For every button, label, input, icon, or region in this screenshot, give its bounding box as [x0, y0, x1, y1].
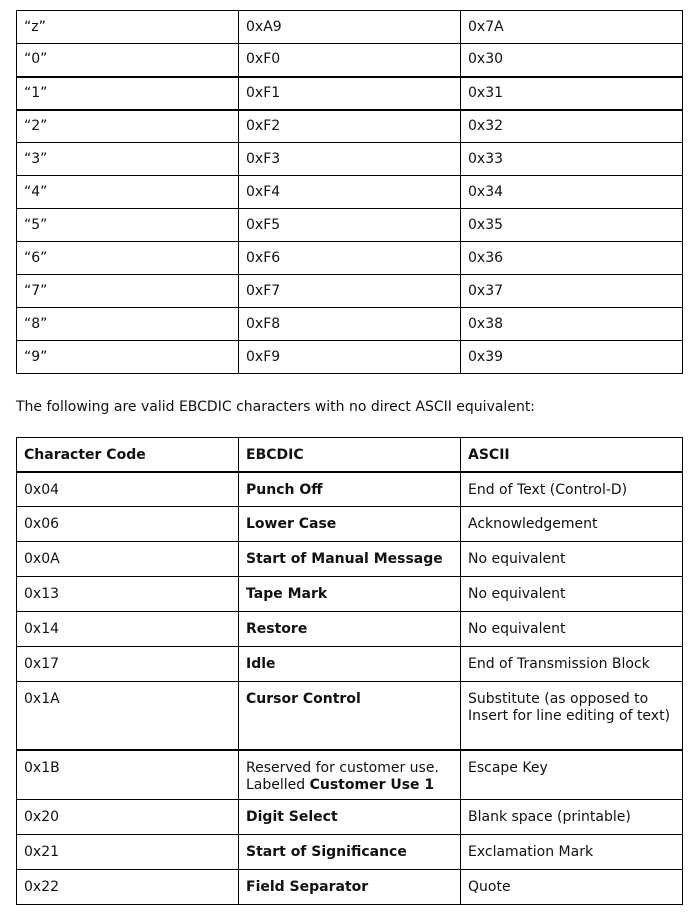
cell-code: 0x0A: [17, 542, 239, 577]
cell-ascii: Acknowledgement: [461, 507, 683, 542]
cell-character: “9”: [17, 341, 239, 374]
table-row: [17, 176, 683, 209]
intro-paragraph: The following are valid EBCDIC characters with no direct ASCII equivalent:: [16, 399, 536, 415]
cell-character: “4”: [17, 176, 239, 209]
ebcdic-name: Start of Significance: [246, 844, 407, 860]
header-ebcdic: EBCDIC: [239, 438, 461, 472]
cell-ebcdic: 0xF4: [239, 176, 461, 209]
cell-ascii: No equivalent: [461, 612, 683, 647]
cell-ebcdic: 0xF9: [239, 341, 461, 374]
cell-code: 0x17: [17, 647, 239, 682]
table-row: [17, 647, 683, 682]
cell-ebcdic: 0xF7: [239, 275, 461, 308]
table-row: [17, 472, 683, 507]
cell-code: 0x13: [17, 577, 239, 612]
table-row: [17, 682, 683, 750]
table-row: [17, 275, 683, 308]
table-row: [17, 612, 683, 647]
table-row: [17, 341, 683, 374]
table-row: [17, 870, 683, 905]
cell-ascii: End of Text (Control-D): [461, 472, 683, 507]
cell-ebcdic: 0xA9: [239, 11, 461, 44]
ebcdic-name: Digit Select: [246, 809, 338, 825]
cell-ascii: Blank space (printable): [461, 800, 683, 835]
cell-code: 0x14: [17, 612, 239, 647]
cell-code: 0x1B: [17, 750, 239, 800]
cell-ebcdic: 0xF1: [239, 77, 461, 110]
cell-ebcdic: [239, 542, 461, 577]
cell-ascii: No equivalent: [461, 577, 683, 612]
table-row: [17, 44, 683, 77]
table-row: [17, 11, 683, 44]
cell-character: “7”: [17, 275, 239, 308]
ebcdic-name: Idle: [246, 656, 276, 672]
cell-character: “z”: [17, 11, 239, 44]
cell-ebcdic: 0xF8: [239, 308, 461, 341]
cell-ascii: No equivalent: [461, 542, 683, 577]
cell-ascii: 0x37: [461, 275, 683, 308]
cell-ascii: Quote: [461, 870, 683, 905]
table-row: [17, 542, 683, 577]
cell-ebcdic: [239, 835, 461, 870]
cell-code: 0x22: [17, 870, 239, 905]
table-row: [17, 750, 683, 800]
cell-ebcdic: 0xF5: [239, 209, 461, 242]
cell-code: 0x06: [17, 507, 239, 542]
cell-ascii: 0x32: [461, 110, 683, 143]
char-code-table-upper: [16, 10, 683, 374]
cell-ascii: 0x7A: [461, 11, 683, 44]
cell-ebcdic: [239, 577, 461, 612]
cell-ebcdic: [239, 800, 461, 835]
ebcdic-name: Tape Mark: [246, 586, 328, 602]
cell-ascii: Exclamation Mark: [461, 835, 683, 870]
cell-ebcdic: [239, 682, 461, 750]
table-row: [17, 577, 683, 612]
cell-ascii: 0x31: [461, 77, 683, 110]
ebcdic-name: Cursor Control: [246, 691, 361, 707]
ebcdic-prefix: Reserved for customer use. Labelled: [246, 759, 439, 793]
cell-ebcdic: [239, 750, 461, 800]
cell-ascii: 0x30: [461, 44, 683, 77]
cell-ebcdic: 0xF2: [239, 110, 461, 143]
ebcdic-name: Field Separator: [246, 879, 369, 895]
ebcdic-name: Restore: [246, 621, 308, 637]
cell-code: 0x1A: [17, 682, 239, 750]
ebcdic-name: Customer Use 1: [309, 776, 435, 793]
cell-ebcdic: 0xF0: [239, 44, 461, 77]
table-row: [17, 110, 683, 143]
table-row: [17, 835, 683, 870]
cell-ascii: End of Transmission Block: [461, 647, 683, 682]
cell-ascii: Escape Key: [461, 750, 683, 800]
table-header-row: [17, 438, 683, 472]
cell-code: 0x20: [17, 800, 239, 835]
ebcdic-name: Start of Manual Message: [246, 551, 443, 567]
cell-character: “5”: [17, 209, 239, 242]
ebcdic-name: Lower Case: [246, 516, 337, 532]
cell-ebcdic: [239, 472, 461, 507]
cell-ascii: 0x34: [461, 176, 683, 209]
cell-ascii: 0x35: [461, 209, 683, 242]
cell-character: “6”: [17, 242, 239, 275]
ebcdic-name: Punch Off: [246, 481, 323, 498]
table-row: [17, 800, 683, 835]
header-ascii: ASCII: [461, 438, 683, 472]
table-row: [17, 242, 683, 275]
cell-ascii: Substitute (as opposed to Insert for line editing of text): [461, 682, 683, 750]
cell-ascii: 0x33: [461, 143, 683, 176]
table-row: [17, 143, 683, 176]
cell-character: “0”: [17, 44, 239, 77]
table-row: [17, 507, 683, 542]
cell-code: 0x21: [17, 835, 239, 870]
cell-ebcdic: [239, 507, 461, 542]
cell-ascii: 0x38: [461, 308, 683, 341]
cell-ebcdic: 0xF3: [239, 143, 461, 176]
table-row: [17, 209, 683, 242]
table-row: [17, 77, 683, 110]
cell-ebcdic: [239, 612, 461, 647]
ebcdic-no-ascii-table: [16, 437, 683, 905]
cell-ascii: 0x36: [461, 242, 683, 275]
header-character-code: Character Code: [17, 438, 239, 472]
cell-character: “2”: [17, 110, 239, 143]
cell-ebcdic: [239, 647, 461, 682]
table-row: [17, 308, 683, 341]
cell-ebcdic: 0xF6: [239, 242, 461, 275]
cell-code: 0x04: [17, 472, 239, 507]
cell-ebcdic: [239, 870, 461, 905]
cell-character: “1”: [17, 77, 239, 110]
cell-ascii: 0x39: [461, 341, 683, 374]
cell-character: “3”: [17, 143, 239, 176]
cell-character: “8”: [17, 308, 239, 341]
